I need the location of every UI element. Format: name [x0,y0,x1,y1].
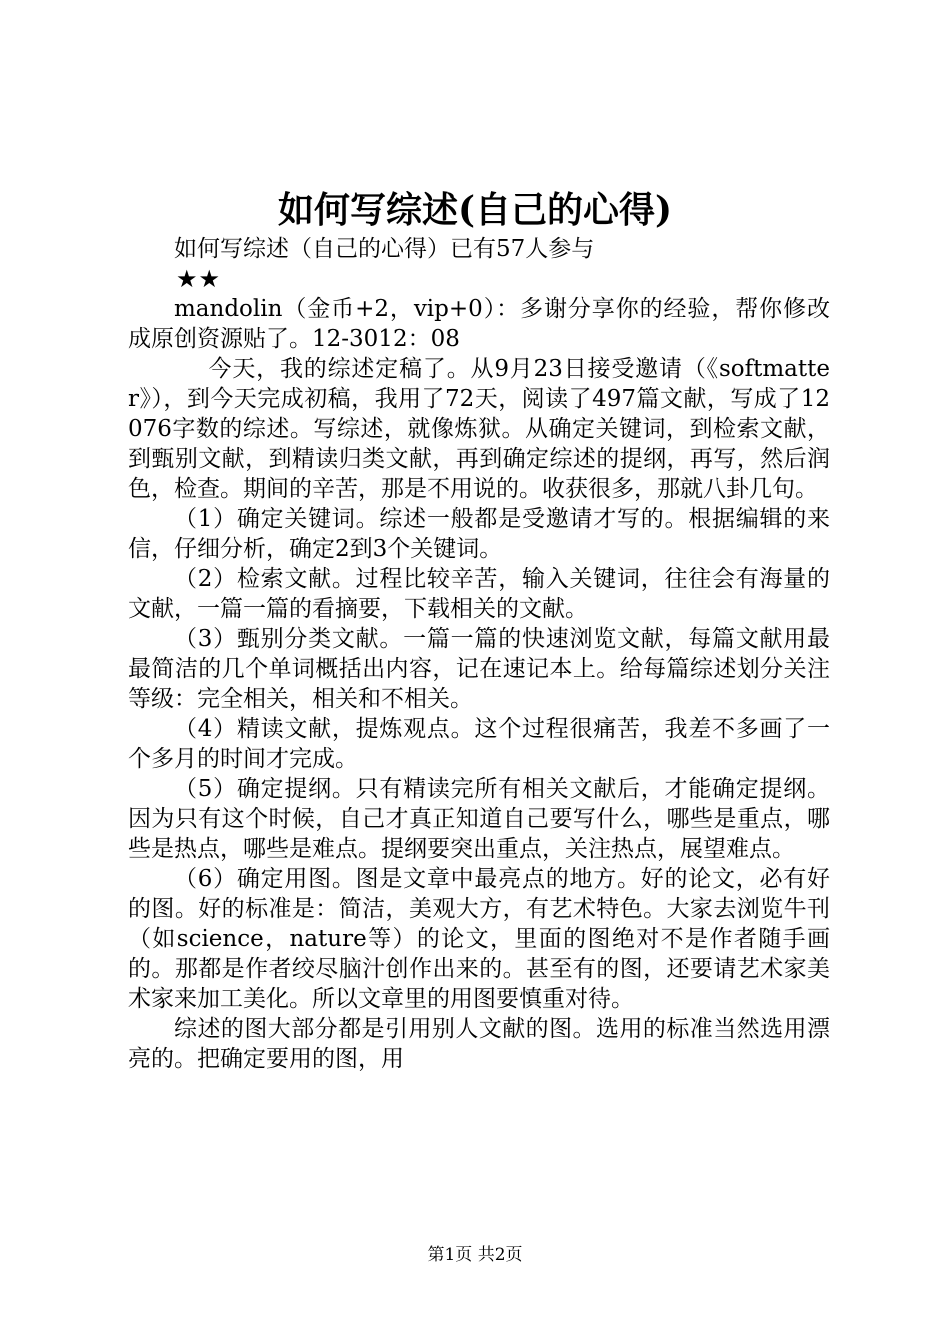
paragraph-step-5: （5）确定提纲。只有精读完所有相关文献后，才能确定提纲。因为只有这个时候，自己才真正知道自己要写什么，哪些是重点，哪些是热点，哪些是难点。提纲要突出重点，关注热点，展望难点。 [128,776,830,862]
paragraph-step-1: （1）确定关键词。综述一般都是受邀请才写的。根据编辑的来信，仔细分析，确定2到3个关键词。 [128,506,830,562]
paragraph-comment: mandolin（金币+2，vip+0）：多谢分享你的经验，帮你修改成原创资源贴了。12-3012：08 [128,296,830,352]
paragraph-figures: 综述的图大部分都是引用别人文献的图。选用的标准当然选用漂亮的。把确定要用的图，用 [128,1016,830,1072]
participants-line: 如何写综述（自己的心得）已有57人参与 [174,236,595,262]
paragraph-step-6: （6）确定用图。图是文章中最亮点的地方。好的论文，必有好的图。好的标准是：简洁，美观大方，有艺术特色。大家去浏览牛刊（如science，nature等）的论文，里面的图绝对不是作者随手画的。那都是作者绞尽脑汁创作出来的。甚至有的图，还要请艺术家美术家来加工美化。所以文章里的用图要慎重对待。 [128,866,830,1012]
document-title: 如何写综述(自己的心得) [277,189,673,231]
paragraph-intro: 今天，我的综述定稿了。从9月23日接受邀请（《softmatter》），到今天完成初稿，我用了72天，阅读了497篇文献，写成了12076字数的综述。写综述，就像炼狱。从确定关键词，到检索文献，到甄别文献，到精读归类文献，再到确定综述的提纲，再写，然后润色，检查。期间的辛苦，那是不用说的。收获很多，那就八卦几句。 [128,356,830,502]
page-footer: 第1页 共2页 [427,1245,523,1265]
paragraph-step-4: （4）精读文献，提炼观点。这个过程很痛苦，我差不多画了一个多月的时间才完成。 [128,716,830,772]
paragraph-step-3: （3）甄别分类文献。一篇一篇的快速浏览文献，每篇文献用最最简洁的几个单词概括出内容，记在速记本上。给每篇综述划分关注等级：完全相关，相关和不相关。 [128,626,830,712]
rating-stars: ★★ [176,265,222,293]
paragraph-step-2: （2）检索文献。过程比较辛苦，输入关键词，往往会有海量的文献，一篇一篇的看摘要，下载相关的文献。 [128,566,830,622]
document-body [128,234,830,1074]
